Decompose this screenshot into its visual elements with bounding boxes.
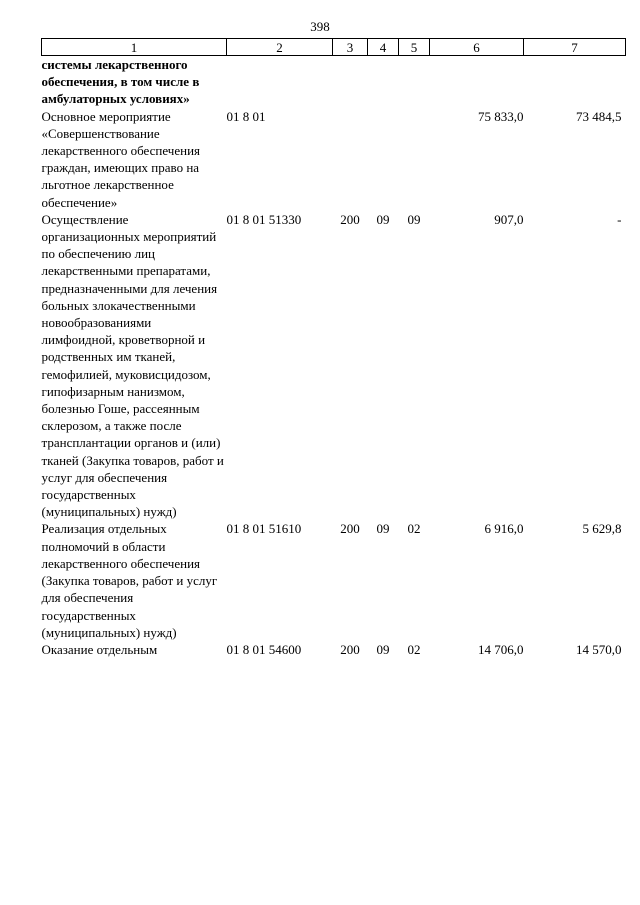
column-header-6: 6 <box>430 39 524 56</box>
column-header-2: 2 <box>227 39 333 56</box>
column-number-row <box>42 39 626 56</box>
row-target-article <box>227 56 333 108</box>
row-subsection: 09 <box>407 211 421 227</box>
row-subsection: 02 <box>407 521 421 537</box>
row-name: системы лекарственного обеспечения, в том числе в амбулаторных условиях» <box>41 57 200 107</box>
row-target-article: 01 8 01 <box>226 108 266 124</box>
row-target-article: 01 8 01 51330 <box>226 211 302 227</box>
row-amount-2 <box>524 56 626 108</box>
table-row <box>42 56 626 108</box>
row-section <box>368 108 399 211</box>
row-section: 09 <box>376 521 390 537</box>
row-expense-type <box>333 56 368 108</box>
table-header <box>42 39 626 56</box>
column-header-3: 3 <box>333 39 368 56</box>
row-amount-1: 75 833,0 <box>478 108 524 124</box>
row-subsection: 02 <box>407 641 421 657</box>
row-target-article: 01 8 01 54600 <box>226 641 302 657</box>
row-expense-type: 200 <box>340 641 360 657</box>
row-expense-type: 200 <box>340 211 360 227</box>
row-section: 09 <box>376 211 390 227</box>
row-expense-type <box>333 108 368 211</box>
column-header-7: 7 <box>524 39 626 56</box>
row-name: Реализация отдельных полномочий в области лекарственного обеспечения (Закупка товаров, работ и услуг для обеспечения государственных (муниципальных) нужд) <box>41 521 218 640</box>
row-subsection <box>399 108 430 211</box>
row-amount-1 <box>430 56 524 108</box>
row-section: 09 <box>376 641 390 657</box>
row-amount-1: 6 916,0 <box>484 521 524 537</box>
row-subsection <box>399 56 430 108</box>
row-amount-2: 5 629,8 <box>582 521 622 537</box>
table-row <box>42 520 626 640</box>
budget-table <box>41 38 626 658</box>
row-amount-1: 14 706,0 <box>478 641 524 657</box>
table-body <box>42 56 626 659</box>
table-row <box>42 641 626 658</box>
row-target-article: 01 8 01 51610 <box>226 521 302 537</box>
row-amount-2: - <box>617 211 622 227</box>
row-expense-type: 200 <box>340 521 360 537</box>
row-name: Осуществление организационных мероприятий по обеспечению лиц лекарственными препаратами, предназначенными для лечения больных злокачественными новообразованиями лимфоидной, кроветворной и родственных им тканей, гемофилией, муковисцидозом, гипофизарным нанизмом, болезнью Гоше, рассеянным склерозом, а также после трансплантации органов и (или) тканей (Закупка товаров, работ и услуг для обеспечения государственных (муниципальных) нужд) <box>41 211 224 520</box>
row-amount-2: 73 484,5 <box>576 108 622 124</box>
page-number: 398 <box>310 19 330 34</box>
row-name: Основное мероприятие «Совершенствование лекарственного обеспечения граждан, имеющих право на льготное лекарственное обеспечение» <box>41 108 201 210</box>
row-section <box>368 56 399 108</box>
column-header-5: 5 <box>399 39 430 56</box>
column-header-1: 1 <box>42 39 227 56</box>
row-name: Оказание отдельным <box>41 641 158 657</box>
row-amount-1: 907,0 <box>494 211 524 227</box>
table-row <box>42 211 626 521</box>
table-row <box>42 108 626 211</box>
column-header-4: 4 <box>368 39 399 56</box>
row-amount-2: 14 570,0 <box>576 641 622 657</box>
